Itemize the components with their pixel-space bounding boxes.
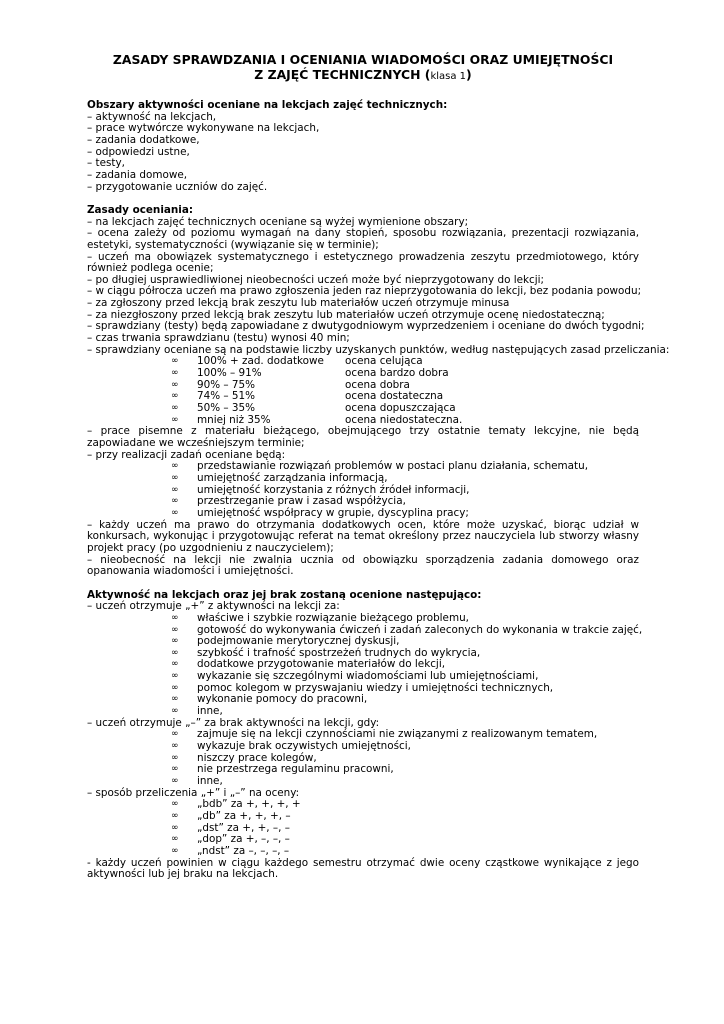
infinity-bullet-icon: ∞ — [171, 461, 179, 472]
infinity-bullet-icon: ∞ — [171, 414, 179, 425]
infinity-bullet-icon: ∞ — [171, 682, 179, 693]
section-heading-activity: Aktywność na lekcjach oraz jej brak zostaną ocenione następująco: — [87, 588, 482, 601]
infinity-bullet-icon: ∞ — [171, 659, 179, 670]
rule-item: – za zgłoszony przed lekcją brak zeszytu lub materiałów uczeń otrzymuje minusa — [87, 297, 510, 310]
criteria-item: ∞ umiejętność korzystania z różnych źródeł informacji, — [171, 483, 470, 496]
rule-item: – czas trwania sprawdzianu (testu) wynosi 40 min; — [87, 332, 350, 345]
plus-item: ∞ podejmowanie merytorycznej dyskusji, — [171, 635, 400, 648]
infinity-bullet-icon: ∞ — [171, 729, 179, 740]
list-item: – odpowiedzi ustne, — [87, 145, 190, 158]
infinity-bullet-icon: ∞ — [171, 845, 179, 856]
title-class-label: klasa 1 — [430, 71, 467, 82]
section-heading-rules: Zasady oceniania: — [87, 203, 194, 216]
plus-item: ∞ pomoc kolegom w przyswajaniu wiedzy i umiejętności technicznych, — [171, 681, 554, 694]
infinity-bullet-icon: ∞ — [171, 403, 179, 414]
plus-item: ∞ szybkość i trafność spostrzeżeń trudnych do wykrycia, — [171, 646, 481, 659]
infinity-bullet-icon: ∞ — [171, 822, 179, 833]
rule-item: – w ciągu półrocza uczeń ma prawo zgłoszenia jeden raz nieprzygotowania do lekcji, bez podania powodu; — [87, 285, 642, 298]
minus-item: ∞ niszczy prace kolegów, — [171, 751, 317, 764]
list-item: – aktywność na lekcjach, — [87, 110, 217, 123]
grade-range: 74% – 51% — [197, 390, 255, 403]
final-note: - każdy uczeń powinien w ciągu każdego semestru otrzymać dwie oceny cząstkowe wynikające z jego aktywności lub jej braku na lekcjach. — [87, 856, 639, 881]
plus-item: ∞ właściwe i szybkie rozwiązanie bieżącego problemu, — [171, 611, 469, 624]
plus-item: ∞ inne, — [171, 705, 223, 718]
infinity-bullet-icon: ∞ — [171, 811, 179, 821]
grade-range: 50% – 35% — [197, 402, 255, 415]
infinity-bullet-icon: ∞ — [171, 379, 179, 390]
document-title — [87, 52, 639, 84]
title-line-2-end: ) — [466, 67, 472, 82]
infinity-bullet-icon: ∞ — [171, 472, 179, 483]
list-item: – prace wytwórcze wykonywane na lekcjach, — [87, 122, 320, 135]
infinity-bullet-icon: ∞ — [171, 752, 179, 763]
title-line-1: ZASADY SPRAWDZANIA I OCENIANIA WIADOMOŚCI ORAZ UMIEJĘTNOŚCI — [112, 52, 614, 67]
grade-range: 100% + zad. dodatkowe — [197, 355, 324, 368]
section-heading-areas: Obszary aktywności oceniane na lekcjach zajęć technicznych: — [87, 99, 448, 111]
infinity-bullet-icon: ∞ — [171, 496, 179, 507]
grade-value: ocena dostateczna — [345, 390, 444, 403]
title-line-2 — [87, 67, 639, 84]
criteria-item: ∞ przestrzeganie praw i zasad współżycia, — [171, 495, 406, 508]
plus-item: ∞ dodatkowe przygotowanie materiałów do lekcji, — [171, 658, 446, 671]
infinity-bullet-icon: ∞ — [171, 612, 179, 623]
conversion-item: ∞ „db” za +, +, +, – — [171, 810, 291, 822]
infinity-bullet-icon: ∞ — [171, 624, 179, 635]
infinity-bullet-icon: ∞ — [171, 706, 179, 717]
title-line-2-main: Z ZAJĘĆ TECHNICZNYCH ( — [254, 67, 431, 82]
minus-item: ∞ zajmuje się na lekcji czynnościami nie związanymi z realizowanym tematem, — [171, 728, 598, 741]
conversion-intro: – sposób przeliczenia „+” i „–” na oceny: — [87, 786, 300, 799]
rule-item: – za niezgłoszony przed lekcją brak zeszytu lub materiałów uczeń otrzymuje ocenę niedostateczną; — [87, 308, 605, 321]
grade-value: ocena dobra — [345, 378, 410, 391]
grade-range: 90% – 75% — [197, 378, 255, 391]
minus-item: ∞ nie przestrzega regulaminu pracowni, — [171, 763, 394, 776]
rule-item: – na lekcjach zajęć technicznych oceniane są wyżej wymienione obszary; — [87, 215, 469, 228]
infinity-bullet-icon: ∞ — [171, 764, 179, 775]
infinity-bullet-icon: ∞ — [171, 507, 179, 518]
conversion-item: ∞ „dst” za +, +, –, – — [171, 821, 290, 834]
infinity-bullet-icon: ∞ — [171, 484, 179, 495]
conversion-item: ∞ „dop” za +, –, –, – — [171, 833, 290, 846]
criteria-item: ∞ umiejętność zarządzania informacją, — [171, 471, 388, 484]
infinity-bullet-icon: ∞ — [171, 741, 179, 752]
rule-item: – ocena zależy od poziomu wymagań na dany stopień, sposobu rozwiązania, prezentacji rozwiązania, estetyki, systematyczności (wywiązanie się w terminie); — [87, 227, 639, 251]
infinity-bullet-icon: ∞ — [171, 636, 179, 647]
conversion-item: ∞ „bdb” za +, +, +, + — [171, 798, 301, 811]
grade-value: ocena bardzo dobra — [345, 367, 449, 380]
infinity-bullet-icon: ∞ — [171, 391, 179, 402]
plus-item: ∞ wykonanie pomocy do pracowni, — [171, 693, 368, 706]
rule-item: – po długiej usprawiedliwionej nieobecności uczeń może być nieprzygotowany do lekcji; — [87, 273, 545, 286]
minus-intro: – uczeń otrzymuje „–” za brak aktywności na lekcji, gdy: — [87, 716, 380, 729]
plus-intro: – uczeń otrzymuje „+” z aktywności na lekcji za: — [87, 600, 340, 613]
list-item: – zadania dodatkowe, — [87, 133, 200, 146]
grade-value: ocena dopuszczająca — [345, 402, 456, 415]
criteria-item: ∞ umiejętność współpracy w grupie, dyscyplina pracy; — [171, 506, 469, 519]
rule-item: – sprawdziany oceniane są na podstawie liczby uzyskanych punktów, według następujących zasad przeliczania: — [87, 343, 670, 356]
infinity-bullet-icon: ∞ — [171, 368, 179, 379]
rule-item: – uczeń ma obowiązek systematycznego i estetycznego prowadzenia zeszytu przedmiotowego, który również podlega ocenie; — [87, 250, 639, 275]
rule-item: – nieobecność na lekcji nie zwalnia ucznia od obowiązku sporządzenia zadania domowego oraz opanowania wiadomości i umiejętności. — [87, 553, 639, 578]
document-page — [87, 52, 670, 881]
minus-item: ∞ inne, — [171, 775, 223, 788]
plus-item: ∞ wykazanie się szczególnymi wiadomościami lub umiejętnościami, — [171, 670, 539, 683]
infinity-bullet-icon: ∞ — [171, 356, 179, 367]
rule-item: – przy realizacji zadań oceniane będą: — [87, 448, 286, 461]
rule-item: – sprawdziany (testy) będą zapowiadane z dwutygodniowym wyprzedzeniem i oceniane do dwóch tygodni; — [87, 320, 645, 333]
infinity-bullet-icon: ∞ — [171, 694, 179, 705]
rule-item: – każdy uczeń ma prawo do otrzymania dodatkowych ocen, które może uzyskać, biorąc udział w konkursach, wykonując i przygotowując referat na temat określony przez nauczyciela lub stworzy własny projekt pracy (po uzgodnieniu z nauczycielem); — [87, 518, 639, 554]
grade-value: ocena celująca — [345, 355, 423, 368]
grade-row — [87, 415, 639, 427]
plus-item: ∞ gotowość do wykonywania ćwiczeń i zadań zaleconych do wykonania w trakcie zajęć, — [171, 623, 643, 636]
grade-range: 100% – 91% — [197, 367, 262, 380]
infinity-bullet-icon: ∞ — [171, 834, 179, 845]
conversion-item: ∞ „ndst” za –, –, –, – — [171, 844, 290, 857]
minus-item: ∞ wykazuje brak oczywistych umiejętności, — [171, 740, 411, 753]
grade-value: ocena niedostateczna. — [345, 413, 463, 426]
infinity-bullet-icon: ∞ — [171, 671, 179, 682]
criteria-item: ∞ przedstawianie rozwiązań problemów w postaci planu działania, schematu, — [171, 460, 589, 473]
grade-range: mniej niż 35% — [197, 413, 271, 426]
list-item: – testy, — [87, 157, 125, 170]
infinity-bullet-icon: ∞ — [171, 776, 179, 787]
infinity-bullet-icon: ∞ — [171, 799, 179, 810]
list-item: – przygotowanie uczniów do zajęć. — [87, 180, 268, 193]
rule-item: – prace pisemne z materiału bieżącego, obejmującego trzy ostatnie tematy lekcyjne, nie będą zapowiadane we wcześniejszym terminie; — [87, 425, 639, 450]
list-item: – zadania domowe, — [87, 168, 188, 181]
infinity-bullet-icon: ∞ — [171, 647, 179, 658]
